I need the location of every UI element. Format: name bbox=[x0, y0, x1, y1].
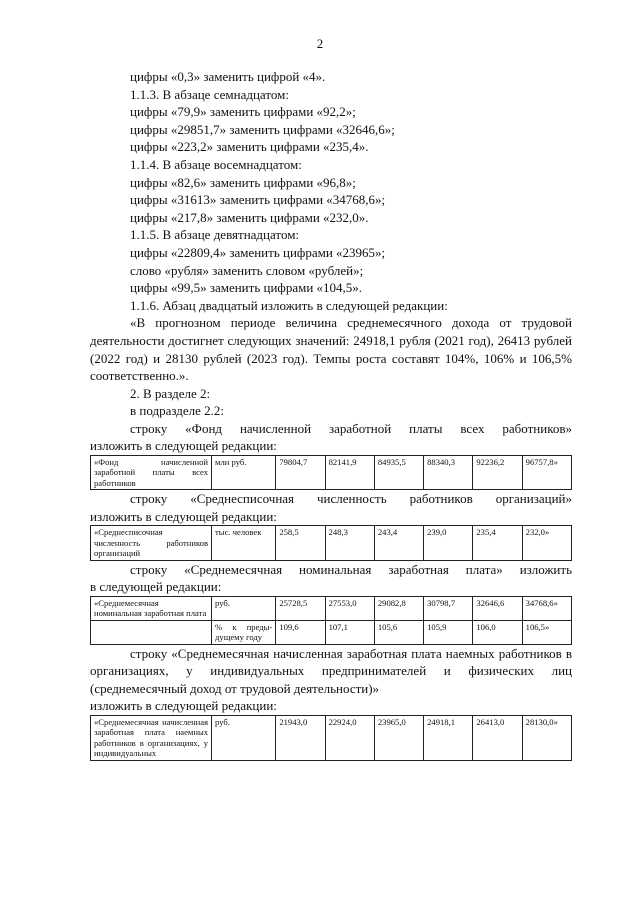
row-unit: млн руб. bbox=[212, 456, 276, 490]
value-cell: 109,6 bbox=[276, 620, 325, 644]
value-cell: 25728,5 bbox=[276, 596, 325, 620]
text-line: слово «рубля» заменить словом «рублей»; bbox=[130, 262, 364, 278]
text-line: цифры «217,8» заменить цифрами «232,0». bbox=[130, 209, 369, 225]
text-line: цифры «31613» заменить цифрами «34768,6»; bbox=[130, 192, 386, 208]
text-line: 2. В разделе 2: bbox=[130, 385, 211, 401]
value-cell: 32646,6 bbox=[473, 596, 522, 620]
row-unit: руб. bbox=[212, 715, 276, 760]
value-cell: 30798,7 bbox=[424, 596, 473, 620]
text-line: в подразделе 2.2: bbox=[130, 403, 225, 419]
row-name: «Фонд начисленной заработной платы всех работников bbox=[91, 456, 212, 490]
page-number: 2 bbox=[316, 36, 324, 51]
intro-table1-line1: строку «Фонд начисленной заработной платы всех работников» bbox=[130, 420, 572, 436]
row-unit: руб. bbox=[212, 596, 276, 620]
value-cell: 88340,3 bbox=[424, 456, 473, 490]
value-cell: 96757,8» bbox=[522, 456, 571, 490]
value-cell: 27553,0 bbox=[325, 596, 374, 620]
value-cell: 258,5 bbox=[276, 526, 325, 560]
value-cell: 24918,1 bbox=[424, 715, 473, 760]
value-cell: 107,1 bbox=[325, 620, 374, 644]
row-name: «Среднемесячная начисленная заработная плата наемных работников в организациях, у индивидуальных bbox=[91, 715, 212, 760]
value-cell: 106,5» bbox=[522, 620, 571, 644]
value-cell: 106,0 bbox=[473, 620, 522, 644]
text-line: цифры «22809,4» заменить цифрами «23965»; bbox=[130, 244, 386, 260]
intro-table4-line2: изложить в следующей редакции: bbox=[90, 698, 277, 714]
value-cell: 92236,2 bbox=[473, 456, 522, 490]
table-nominal-wage bbox=[90, 596, 572, 645]
text-line: 1.1.6. Абзац двадцатый изложить в следующей редакции: bbox=[130, 297, 448, 313]
row-name: «Среднемесячная номинальная заработная плата bbox=[91, 596, 212, 620]
text-line: цифры «82,6» заменить цифрами «96,8»; bbox=[130, 174, 356, 190]
intro-table3-line1: строку «Среднемесячная номинальная заработная плата» изложить bbox=[130, 561, 572, 577]
value-cell: 26413,0 bbox=[473, 715, 522, 760]
table-row bbox=[91, 596, 572, 620]
value-cell: 105,6 bbox=[374, 620, 423, 644]
value-cell: 28130,0» bbox=[522, 715, 571, 760]
table-row bbox=[91, 715, 572, 760]
text-line: цифры «223,2» заменить цифрами «235,4». bbox=[130, 139, 369, 155]
value-cell: 82141,9 bbox=[325, 456, 374, 490]
row-unit: % к преды-дущему году bbox=[212, 620, 276, 644]
intro-table3-line2: в следующей редакции: bbox=[90, 579, 222, 595]
text-line: цифры «79,9» заменить цифрами «92,2»; bbox=[130, 104, 356, 120]
table-row bbox=[91, 456, 572, 490]
text-line: цифры «0,3» заменить цифрой «4». bbox=[130, 69, 326, 84]
quoted-paragraph: «В прогнозном периоде величина среднемесячного дохода от трудовой деятельности достигнет следующих значений: 24918,1 рубля (2021 год), 26413 рублей (2022 год) и 28130 рублей (2023 год). Темпы роста составят 104%, 106% и 106,5% соответственно.». bbox=[90, 315, 572, 384]
text-line: цифры «99,5» заменить цифрами «104,5». bbox=[130, 280, 363, 296]
value-cell: 232,0» bbox=[522, 526, 571, 560]
text-line: 1.1.3. В абзаце семнадцатом: bbox=[130, 86, 289, 102]
value-cell: 79804,7 bbox=[276, 456, 325, 490]
value-cell: 21943,0 bbox=[276, 715, 325, 760]
table-headcount bbox=[90, 525, 572, 560]
value-cell: 23965,0 bbox=[374, 715, 423, 760]
value-cell: 29082,8 bbox=[374, 596, 423, 620]
value-cell: 235,4 bbox=[473, 526, 522, 560]
text-line: цифры «29851,7» заменить цифрами «32646,6»; bbox=[130, 121, 395, 137]
value-cell: 84935,5 bbox=[374, 456, 423, 490]
value-cell: 248,3 bbox=[325, 526, 374, 560]
value-cell: 243,4 bbox=[374, 526, 423, 560]
intro-table2-line1: строку «Среднесписочная численность работников организаций» bbox=[130, 491, 572, 507]
row-unit: тыс. человек bbox=[212, 526, 276, 560]
intro-table1-line2: изложить в следующей редакции: bbox=[90, 438, 277, 454]
value-cell: 22924,0 bbox=[325, 715, 374, 760]
table-row bbox=[91, 526, 572, 560]
table-monthly-accrued-wage bbox=[90, 715, 572, 761]
text-line: 1.1.4. В абзаце восемнадцатом: bbox=[130, 156, 302, 172]
text-line: 1.1.5. В абзаце девятнадцатом: bbox=[130, 227, 300, 243]
value-cell: 34768,6» bbox=[522, 596, 571, 620]
intro-table4-line1: строку «Среднемесячная начисленная заработная плата наемных работников в организациях, у индивидуальных предпринимателей и физических лиц (среднемесячный доход от трудовой деятельности)» bbox=[90, 645, 572, 696]
table-wage-fund bbox=[90, 455, 572, 490]
row-name-empty bbox=[91, 620, 212, 644]
value-cell: 239,0 bbox=[424, 526, 473, 560]
value-cell: 105,9 bbox=[424, 620, 473, 644]
row-name: «Среднесписочная численность работников организаций bbox=[91, 526, 212, 560]
intro-table2-line2: изложить в следующей редакции: bbox=[90, 508, 277, 524]
document-body bbox=[90, 68, 572, 761]
table-row bbox=[91, 620, 572, 644]
